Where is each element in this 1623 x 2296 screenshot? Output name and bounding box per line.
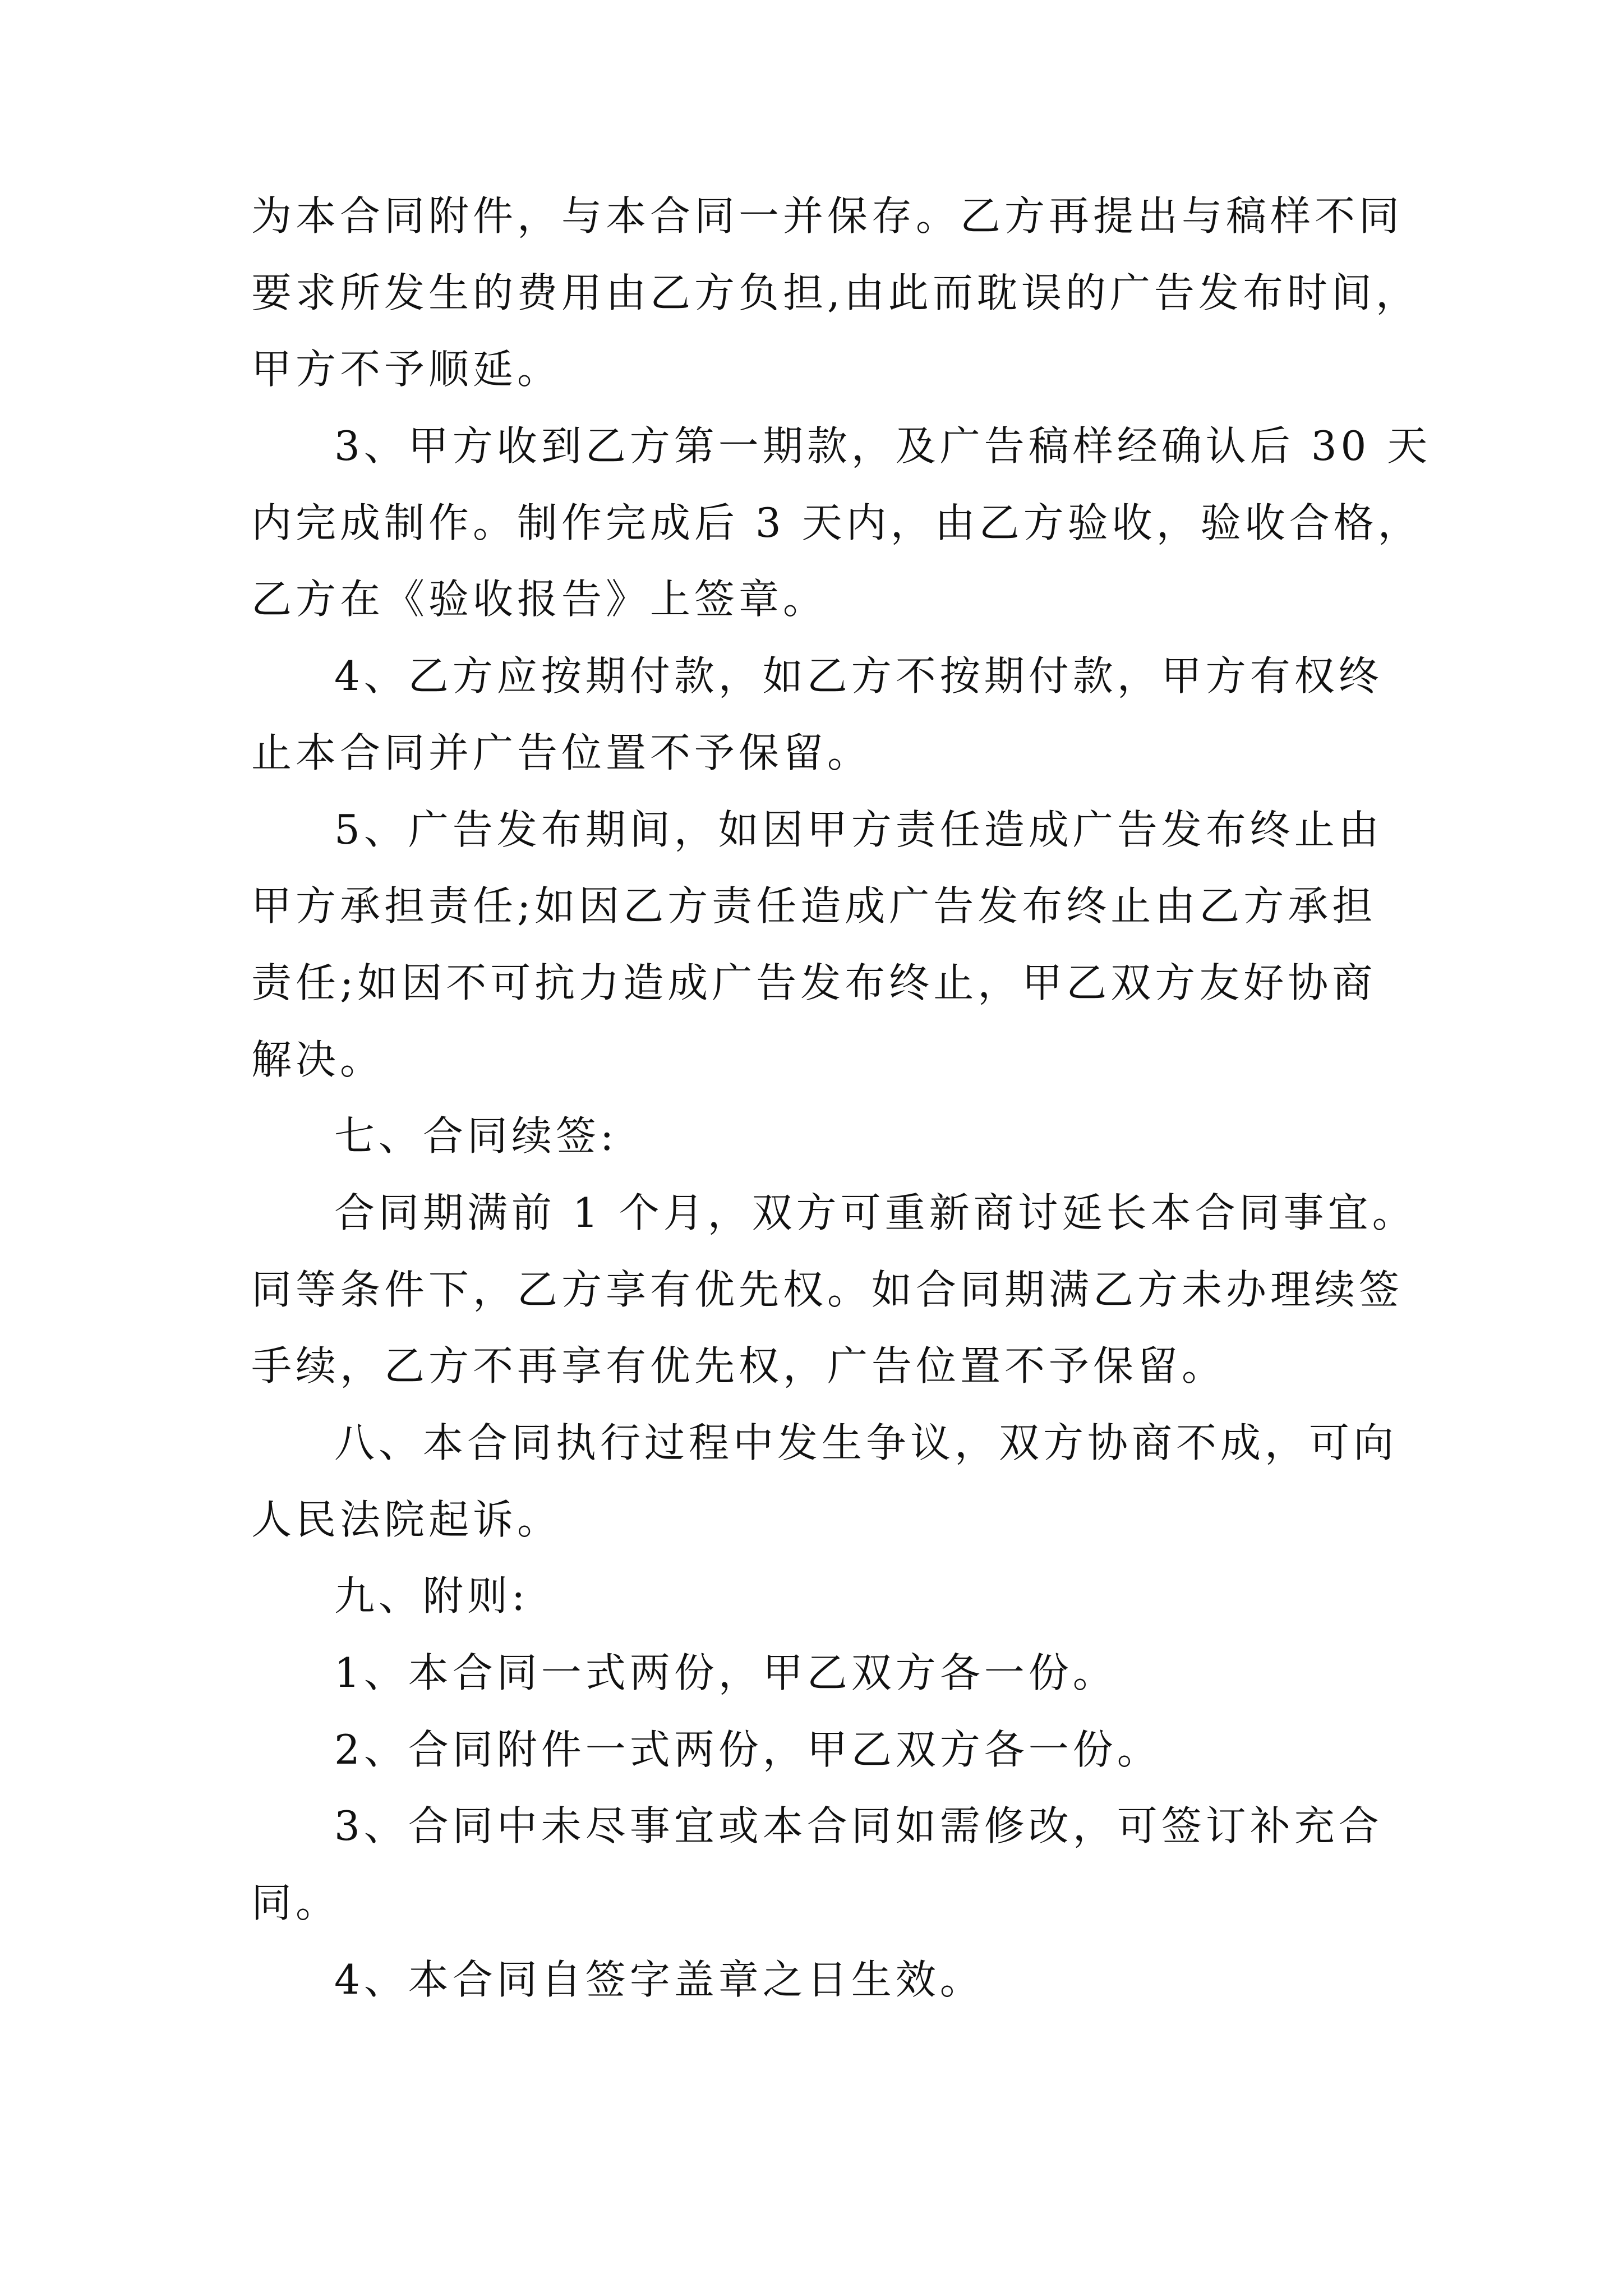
text-line: 内完成制作。制作完成后 3 天内，由乙方验收，验收合格，	[251, 499, 1422, 546]
text-line: 解决。	[251, 1036, 385, 1083]
text-line: 甲方承担责任;如因乙方责任造成广告发布终止由乙方承担	[251, 882, 1377, 930]
section-heading: 七、合同续签:	[334, 1112, 618, 1159]
text-line: 同。	[251, 1879, 340, 1926]
text-line: 甲方不予顺延。	[251, 346, 562, 393]
text-line: 4、乙方应按期付款，如乙方不按期付款，甲方有权终	[334, 652, 1383, 700]
text-line: 5、广告发布期间，如因甲方责任造成广告发布终止由	[334, 806, 1383, 853]
text-line: 人民法院起诉。	[251, 1496, 562, 1543]
section-heading: 八、本合同执行过程中发生争议，双方协商不成，可向	[334, 1419, 1398, 1466]
text-line: 同等条件下，乙方享有优先权。如合同期满乙方未办理续签	[251, 1266, 1404, 1313]
text-line: 4、本合同自签字盖章之日生效。	[334, 1956, 984, 2003]
text-line: 1、本合同一式两份，甲乙双方各一份。	[334, 1649, 1117, 1696]
text-line: 乙方在《验收报告》上签章。	[251, 576, 828, 623]
text-line: 3、甲方收到乙方第一期款，及广告稿样经确认后 30 天	[334, 422, 1432, 470]
text-line: 合同期满前 1 个月，双方可重新商讨延长本合同事宜。	[334, 1189, 1417, 1236]
text-line: 3、合同中未尽事宜或本合同如需修改，可签订补充合	[334, 1802, 1383, 1849]
section-heading: 九、附则:	[334, 1572, 529, 1619]
text-line: 责任;如因不可抗力造成广告发布终止，甲乙双方友好协商	[251, 959, 1377, 1006]
text-line: 为本合同附件，与本合同一并保存。乙方再提出与稿样不同	[251, 192, 1404, 240]
text-line: 止本合同并广告位置不予保留。	[251, 729, 872, 776]
text-line: 2、合同附件一式两份，甲乙双方各一份。	[334, 1726, 1161, 1773]
text-line: 要求所发生的费用由乙方负担,由此而耽误的广告发布时间，	[251, 269, 1420, 316]
text-line: 手续，乙方不再享有优先权，广告位置不予保留。	[251, 1342, 1227, 1389]
